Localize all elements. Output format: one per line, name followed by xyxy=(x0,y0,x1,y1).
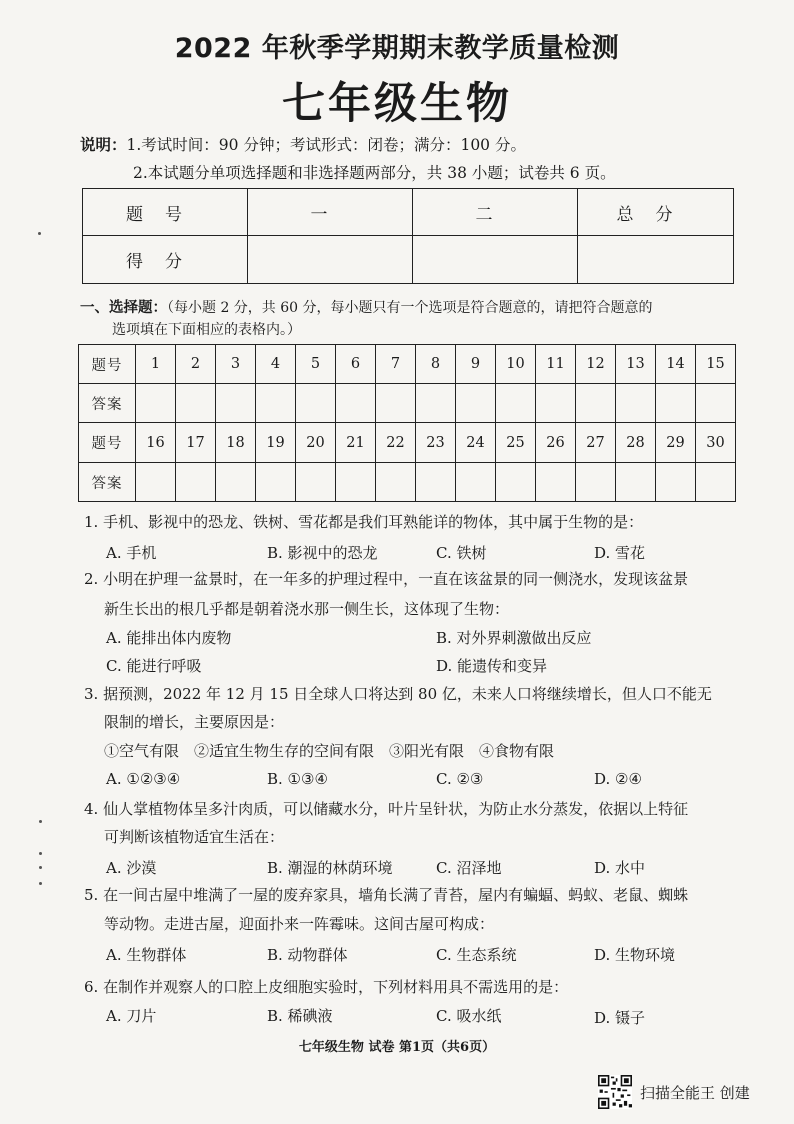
answer-grid xyxy=(78,344,736,502)
grid-qnum: 18 xyxy=(216,423,256,463)
question-3-option-a[interactable]: A. ①②③④ xyxy=(106,770,181,788)
grid-qnum: 4 xyxy=(256,345,296,384)
question-4-stem-2: 可判断该植物适宜生活在： xyxy=(104,828,285,846)
scan-speck xyxy=(38,232,41,235)
score-table xyxy=(82,188,734,284)
question-2-option-b[interactable]: B. 对外界刺激做出反应 xyxy=(436,629,592,647)
answer-cell[interactable] xyxy=(656,384,696,423)
grid-qnum: 21 xyxy=(336,423,376,463)
question-4-option-a[interactable]: A. 沙漠 xyxy=(106,859,157,877)
answer-cell[interactable] xyxy=(536,463,576,502)
answer-cell[interactable] xyxy=(416,463,456,502)
answer-cell[interactable] xyxy=(296,463,336,502)
score-header-label: 题号 xyxy=(83,189,248,236)
question-1-option-a[interactable]: A. 手机 xyxy=(106,544,157,562)
question-3-items: ①空气有限 ②适宜生物生存的空间有限 ③阳光有限 ④食物有限 xyxy=(104,742,555,760)
question-1-stem: 1. 手机、影视中的恐龙、铁树、雪花都是我们耳熟能详的物体，其中属于生物的是： xyxy=(84,513,644,531)
qr-code-icon xyxy=(598,1075,632,1109)
question-3-option-d[interactable]: D. ②④ xyxy=(594,770,642,788)
question-5-option-d[interactable]: D. 生物环境 xyxy=(594,946,676,964)
instructions-line-2: 2.本试题分单项选择题和非选择题两部分，共 38 小题；试卷共 6 页。 xyxy=(133,164,616,182)
answer-cell[interactable] xyxy=(656,463,696,502)
score-header-part1: 一 xyxy=(248,189,413,236)
answer-cell[interactable] xyxy=(696,384,736,423)
question-5-stem-1: 5. 在一间古屋中堆满了一屋的废弃家具，墙角长满了青苔，屋内有蝙蝠、蚂蚁、老鼠、蜘蛛 xyxy=(84,886,689,904)
grid-label-answer: 答案 xyxy=(79,384,136,423)
question-5-option-c[interactable]: C. 生态系统 xyxy=(436,946,517,964)
answer-cell[interactable] xyxy=(216,463,256,502)
scan-speck xyxy=(39,866,42,869)
answer-cell[interactable] xyxy=(576,384,616,423)
grid-qnum: 27 xyxy=(576,423,616,463)
instructions-label: 说明： xyxy=(80,136,127,154)
grid-qnum: 29 xyxy=(656,423,696,463)
question-5-stem-2: 等动物。走进古屋，迎面扑来一阵霉味。这间古屋可构成： xyxy=(104,915,495,933)
grid-qnum: 7 xyxy=(376,345,416,384)
answer-cell[interactable] xyxy=(176,463,216,502)
grid-qnum: 2 xyxy=(176,345,216,384)
answer-cell[interactable] xyxy=(696,463,736,502)
question-2-stem-2: 新生长出的根几乎都是朝着浇水那一侧生长，这体现了生物： xyxy=(104,600,510,618)
answer-cell[interactable] xyxy=(136,463,176,502)
question-2-option-d[interactable]: D. 能遗传和变异 xyxy=(436,657,548,675)
answer-cell[interactable] xyxy=(376,463,416,502)
answer-cell[interactable] xyxy=(536,384,576,423)
section-1-title: 一、选择题： xyxy=(80,300,167,316)
answer-cell[interactable] xyxy=(176,384,216,423)
exam-subject: 七年级生物 xyxy=(282,79,512,129)
grid-label-question: 题号 xyxy=(79,423,136,463)
answer-cell[interactable] xyxy=(336,463,376,502)
answer-cell[interactable] xyxy=(336,384,376,423)
grid-qnum: 26 xyxy=(536,423,576,463)
scanner-watermark: 扫描全能王 创建 xyxy=(640,1084,750,1102)
answer-cell[interactable] xyxy=(256,384,296,423)
answer-cell[interactable] xyxy=(456,384,496,423)
question-4-option-b[interactable]: B. 潮湿的林荫环境 xyxy=(267,859,393,877)
question-6-stem: 6. 在制作并观察人的口腔上皮细胞实验时，下列材料用具不需选用的是： xyxy=(84,978,569,996)
instructions-line-1 xyxy=(80,133,526,155)
grid-qnum: 8 xyxy=(416,345,456,384)
grid-qnum: 19 xyxy=(256,423,296,463)
question-6-option-d[interactable]: D. 镊子 xyxy=(594,1009,646,1027)
answer-cell[interactable] xyxy=(576,463,616,502)
grid-label-answer: 答案 xyxy=(79,463,136,502)
grid-qnum: 30 xyxy=(696,423,736,463)
grid-qnum: 6 xyxy=(336,345,376,384)
grid-label-question: 题号 xyxy=(79,345,136,384)
answer-cell[interactable] xyxy=(616,384,656,423)
answer-grid-qrow-1 xyxy=(79,345,736,384)
section-1-heading xyxy=(80,297,740,341)
grid-qnum: 5 xyxy=(296,345,336,384)
question-1-option-c[interactable]: C. 铁树 xyxy=(436,544,487,562)
grid-qnum: 17 xyxy=(176,423,216,463)
grid-qnum: 22 xyxy=(376,423,416,463)
scan-speck xyxy=(39,820,42,823)
question-1-option-b[interactable]: B. 影视中的恐龙 xyxy=(267,544,378,562)
score-cell-total[interactable] xyxy=(578,236,734,284)
grid-qnum: 20 xyxy=(296,423,336,463)
grid-qnum: 15 xyxy=(696,345,736,384)
answer-cell[interactable] xyxy=(216,384,256,423)
answer-grid-qrow-2 xyxy=(79,423,736,463)
section-1-desc-1: （每小题 2 分，共 60 分，每小题只有一个选项是符合题意的，请把符合题意的 xyxy=(167,300,653,316)
answer-cell[interactable] xyxy=(496,463,536,502)
answer-cell[interactable] xyxy=(496,384,536,423)
answer-cell[interactable] xyxy=(256,463,296,502)
question-1-option-d[interactable]: D. 雪花 xyxy=(594,544,646,562)
grid-qnum: 25 xyxy=(496,423,536,463)
grid-qnum: 10 xyxy=(496,345,536,384)
scan-speck xyxy=(39,852,42,855)
grid-qnum: 24 xyxy=(456,423,496,463)
instructions-text-1: 1.考试时间：90 分钟；考试形式：闭卷；满分：100 分。 xyxy=(126,136,526,154)
answer-cell[interactable] xyxy=(376,384,416,423)
question-3-stem-2: 限制的增长，主要原因是： xyxy=(104,713,285,731)
grid-qnum: 1 xyxy=(136,345,176,384)
question-6-option-b[interactable]: B. 稀碘液 xyxy=(267,1007,333,1025)
question-2-stem-1: 2. 小明在护理一盆景时，在一年多的护理过程中，一直在该盆景的同一侧浇水，发现该盆景 xyxy=(84,570,689,588)
score-row-label: 得分 xyxy=(83,236,248,284)
question-3-stem-1: 3. 据预测，2022 年 12 月 15 日全球人口将达到 80 亿，未来人口将继续增长，但人口不能无 xyxy=(84,685,712,703)
score-header-part2: 二 xyxy=(413,189,578,236)
question-3-option-b[interactable]: B. ①③④ xyxy=(267,770,328,788)
answer-cell[interactable] xyxy=(296,384,336,423)
answer-cell[interactable] xyxy=(456,463,496,502)
exam-title: 2022 年秋季学期期末教学质量检测 xyxy=(174,33,620,64)
question-4-stem-1: 4. 仙人掌植物体呈多汁肉质，可以储藏水分，叶片呈针状，为防止水分蒸发，依据以上特征 xyxy=(84,800,689,818)
answer-cell[interactable] xyxy=(136,384,176,423)
grid-qnum: 3 xyxy=(216,345,256,384)
grid-qnum: 16 xyxy=(136,423,176,463)
score-cell-part1[interactable] xyxy=(248,236,413,284)
score-cell-part2[interactable] xyxy=(413,236,578,284)
grid-qnum: 23 xyxy=(416,423,456,463)
question-4-option-c[interactable]: C. 沼泽地 xyxy=(436,859,502,877)
grid-qnum: 12 xyxy=(576,345,616,384)
question-3-option-c[interactable]: C. ②③ xyxy=(436,770,484,788)
grid-qnum: 28 xyxy=(616,423,656,463)
answer-cell[interactable] xyxy=(416,384,456,423)
question-5-option-b[interactable]: B. 动物群体 xyxy=(267,946,348,964)
question-2-option-c[interactable]: C. 能进行呼吸 xyxy=(106,657,202,675)
grid-qnum: 14 xyxy=(656,345,696,384)
answer-cell[interactable] xyxy=(616,463,656,502)
scan-speck xyxy=(39,882,42,885)
page-footer: 七年级生物 试卷 第1页（共6页） xyxy=(298,1040,496,1055)
score-header-total: 总分 xyxy=(578,189,734,236)
grid-qnum: 11 xyxy=(536,345,576,384)
question-5-option-a[interactable]: A. 生物群体 xyxy=(106,946,187,964)
answer-grid-arow-1 xyxy=(79,384,736,423)
section-1-desc-2: 选项填在下面相应的表格内。） xyxy=(112,322,301,338)
question-4-option-d[interactable]: D. 水中 xyxy=(594,859,646,877)
grid-qnum: 13 xyxy=(616,345,656,384)
question-2-option-a[interactable]: A. 能排出体内废物 xyxy=(106,629,232,647)
question-6-option-a[interactable]: A. 刀片 xyxy=(106,1007,157,1025)
question-6-option-c[interactable]: C. 吸水纸 xyxy=(436,1007,502,1025)
grid-qnum: 9 xyxy=(456,345,496,384)
answer-grid-arow-2 xyxy=(79,463,736,502)
